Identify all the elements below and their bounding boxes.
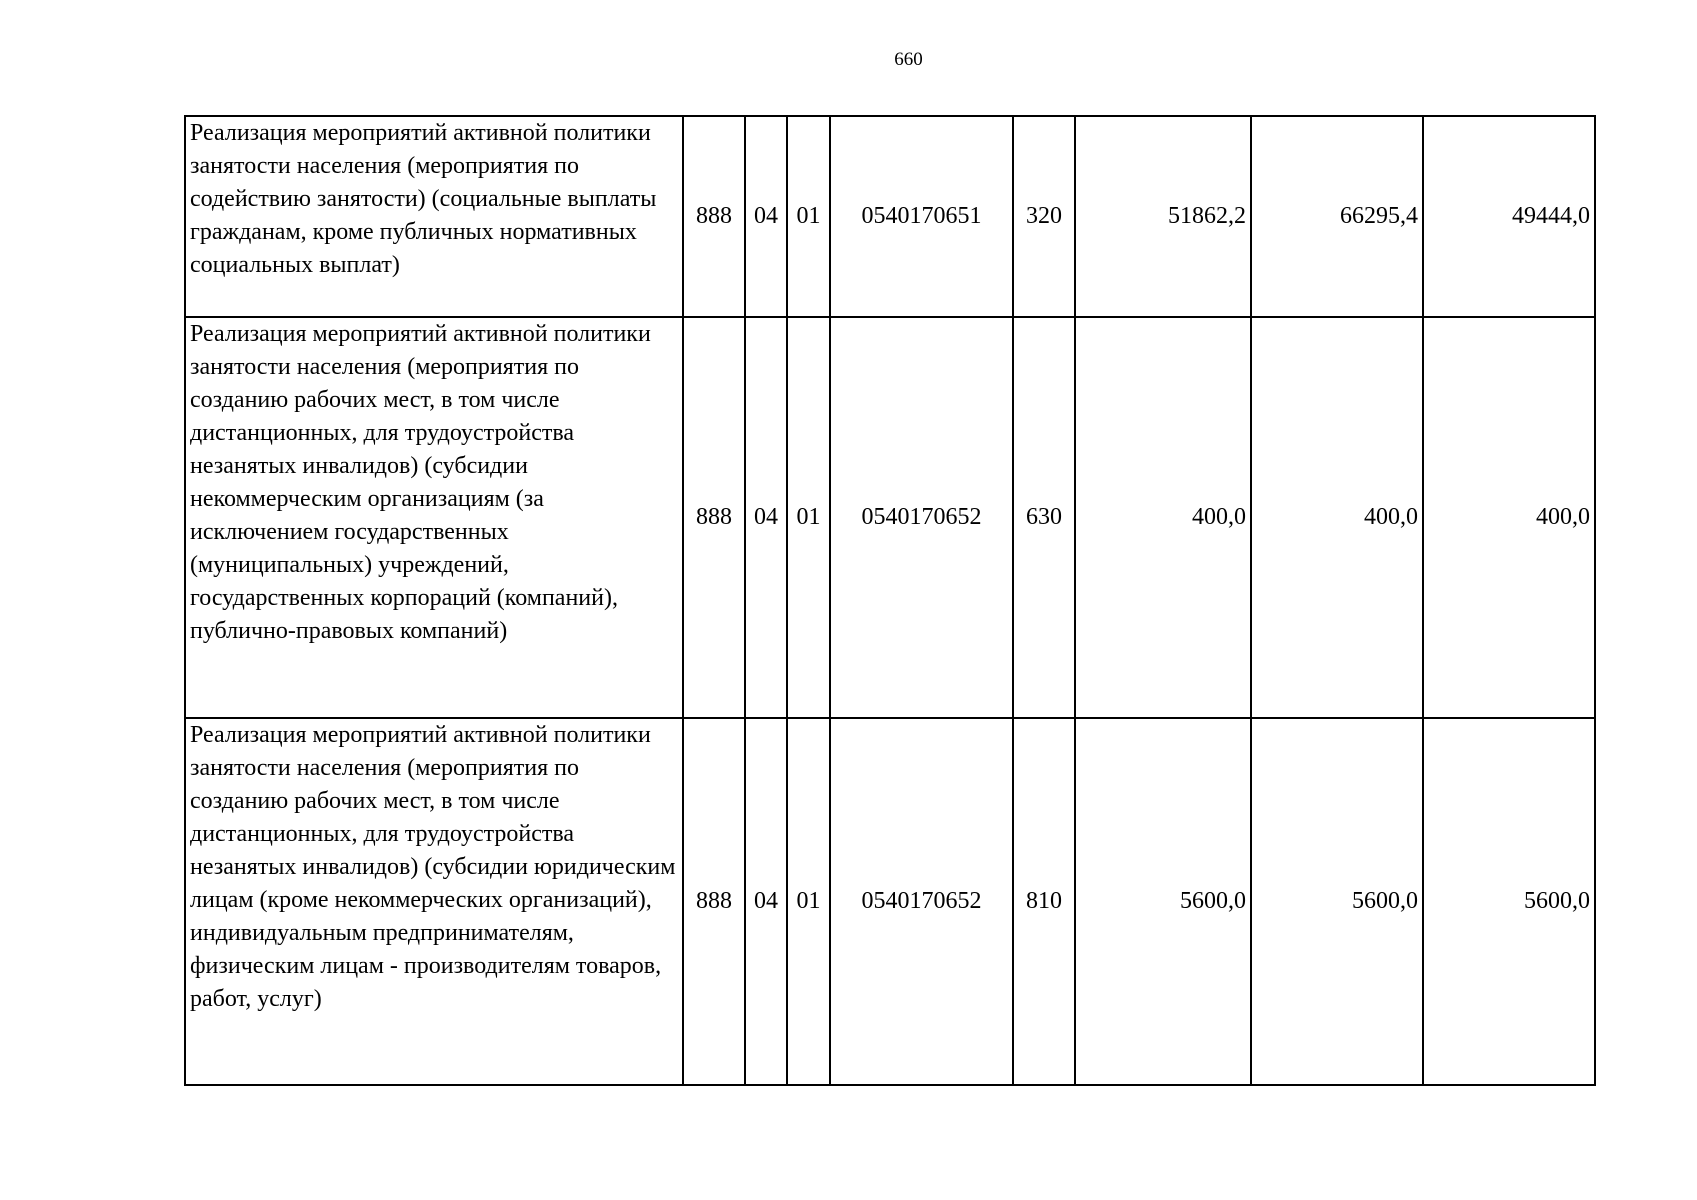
target-article-cell: 0540170652 (830, 718, 1013, 1085)
section-code-cell: 04 (745, 718, 787, 1085)
amount-3-cell: 49444,0 (1423, 116, 1595, 317)
expense-type-cell: 810 (1013, 718, 1075, 1085)
ministry-code-cell: 888 (683, 718, 745, 1085)
ministry-code-cell: 888 (683, 317, 745, 718)
budget-table (184, 115, 1596, 1086)
amount-3-cell: 5600,0 (1423, 718, 1595, 1085)
amount-1-cell: 400,0 (1075, 317, 1251, 718)
amount-3-cell: 400,0 (1423, 317, 1595, 718)
description-cell: Реализация мероприятий активной политики занятости населения (мероприятия по созданию рабочих мест, в том числе дистанционных, для трудоустройства незанятых инвалидов) (субсидии некоммерческим организациям (за исключением государственных (муниципальных) учреждений, государственных корпораций (компаний), публично-правовых компаний) (185, 317, 683, 718)
ministry-code-cell: 888 (683, 116, 745, 317)
target-article-cell: 0540170652 (830, 317, 1013, 718)
description-cell: Реализация мероприятий активной политики занятости населения (мероприятия по созданию рабочих мест, в том числе дистанционных, для трудоустройства незанятых инвалидов) (субсидии юридическим лицам (кроме некоммерческих организаций), индивидуальным предпринимателям, физическим лицам - производителям товаров, работ, услуг) (185, 718, 683, 1085)
target-article-cell: 0540170651 (830, 116, 1013, 317)
page-number: 660 (894, 49, 923, 70)
amount-2-cell: 66295,4 (1251, 116, 1423, 317)
expense-type-cell: 320 (1013, 116, 1075, 317)
subsection-code-cell: 01 (787, 317, 830, 718)
amount-1-cell: 5600,0 (1075, 718, 1251, 1085)
expense-type-cell: 630 (1013, 317, 1075, 718)
subsection-code-cell: 01 (787, 116, 830, 317)
section-code-cell: 04 (745, 317, 787, 718)
amount-2-cell: 5600,0 (1251, 718, 1423, 1085)
amount-2-cell: 400,0 (1251, 317, 1423, 718)
subsection-code-cell: 01 (787, 718, 830, 1085)
section-code-cell: 04 (745, 116, 787, 317)
table-row (185, 116, 1595, 317)
description-cell: Реализация мероприятий активной политики занятости населения (мероприятия по содействию занятости) (социальные выплаты гражданам, кроме публичных нормативных социальных выплат) (185, 116, 683, 317)
table-row (185, 718, 1595, 1085)
table-row (185, 317, 1595, 718)
amount-1-cell: 51862,2 (1075, 116, 1251, 317)
